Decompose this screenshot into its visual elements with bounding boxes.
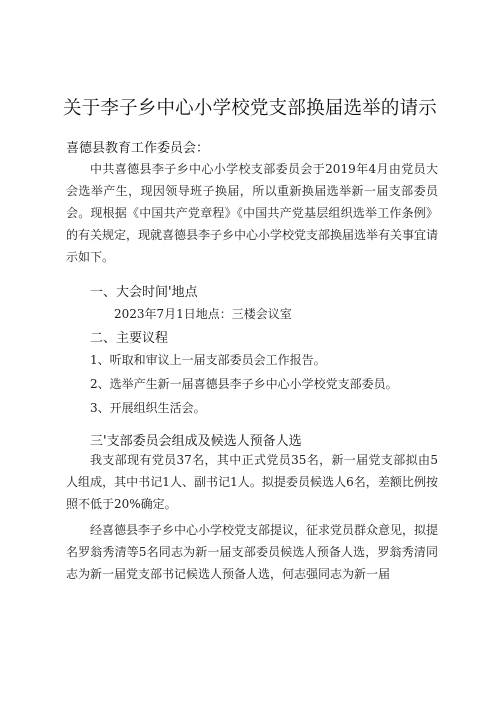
nomination-paragraph: 经喜德县李子乡中心小学校党支部提议，征求党员群众意见，拟提名罗翁秀清等5名同志为新一届支部委员候选人预备人选，罗翁秀清同志为新一届党支部书记候选人预备人选，何志强同志为新一届 [66, 523, 439, 581]
section-heading-time-place: 一、大会时间'地点 [90, 285, 198, 300]
section-heading-agenda: 二、主要议程 [90, 331, 169, 346]
agenda-item: 3、开展组织生活会。 [90, 401, 206, 415]
section-heading-committee: 三'支部委员会组成及候选人预备人选 [90, 434, 302, 449]
committee-paragraph: 我支部现有党员37名，其中正式党员35名，新一届党支部拟由5人组成，其中书记1人、副书记1人。拟提委员候选人6名，差额比例按照不低于20%确定。 [66, 453, 438, 511]
document-title: 关于李子乡中心小学校党支部换届选举的请示 [62, 98, 437, 119]
agenda-item: 2、选举产生新一届喜德县李子乡中心小学校党支部委员。 [90, 377, 398, 391]
agenda-item: 1、听取和审议上一届支部委员会工作报告。 [90, 353, 326, 367]
meeting-time-place: 2023年7月1日地点：三楼会议室 [114, 307, 292, 321]
addressee: 喜德县教育工作委员会： [66, 141, 210, 156]
intro-paragraph: 中共喜德县李子乡中心小学校支部委员会于2019年4月由党员大会选举产生，现因领导班子换届，所以重新换届选举新一届支部委员会。现根据《中国共产党章程》《中国共产党基层组织选举工作条例》的有关规定，现就喜德县李子乡中心小学校党支部换届选举有关事宜请示如下。 [66, 162, 439, 264]
